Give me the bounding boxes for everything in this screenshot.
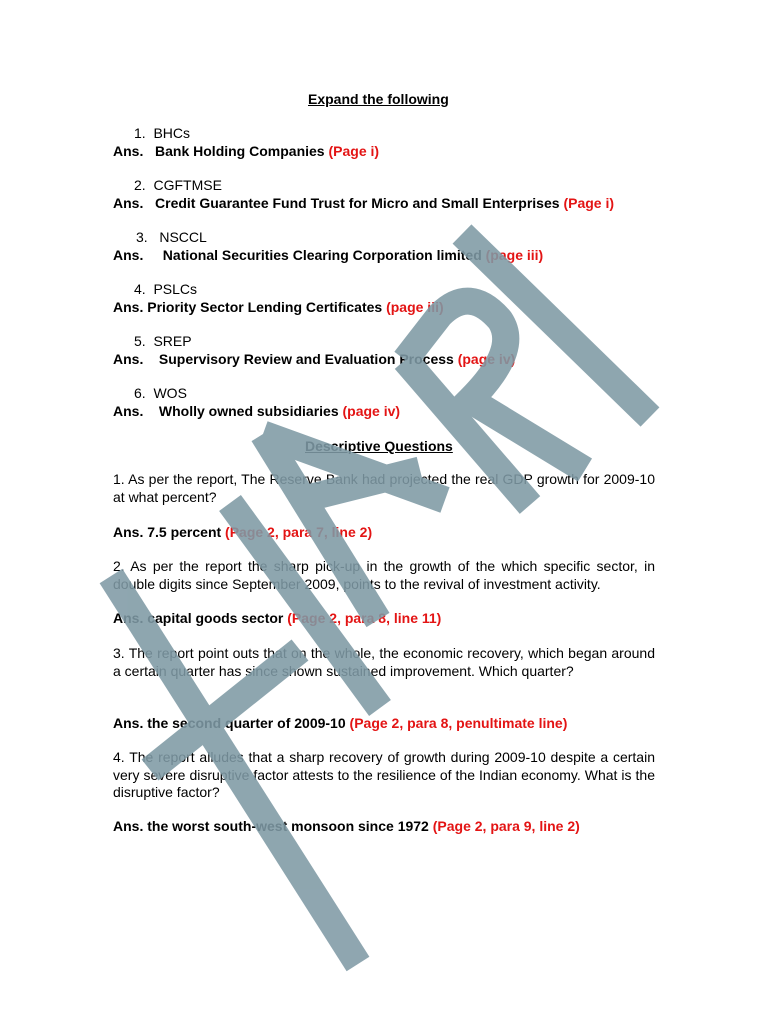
item-term: BHCs	[153, 125, 191, 141]
item-number: 5.	[134, 333, 146, 349]
item-number: 2.	[134, 177, 146, 193]
answer-text: Ans. the worst south-west monsoon since 1972	[113, 818, 429, 834]
question-2: 2. As per the report the sharp pick-up in the growth of the which specific sector, in double digits since September 2009, points to the revival of investment activity.	[113, 558, 655, 592]
question-1: 1. As per the report, The Reserve Bank had projected the real GDP growth for 2009-10 at what percent?	[113, 471, 655, 505]
page-reference: (Page 2, para 7, line 2)	[225, 524, 373, 540]
page-reference: (Page 2, para 8, penultimate line)	[349, 715, 568, 731]
answer-text: Credit Guarantee Fund Trust for Micro and Small Enterprises	[155, 195, 560, 211]
item-number: 1.	[134, 125, 146, 141]
page-reference: (page iii)	[386, 299, 444, 315]
item-term: NSCCL	[159, 229, 207, 245]
ans-label: Ans.	[113, 195, 144, 211]
page-reference: (page iv)	[342, 403, 401, 419]
item-term: SREP	[153, 333, 192, 349]
ans-label: Ans.	[113, 403, 144, 419]
page-reference: (page iv)	[457, 351, 516, 367]
answer-text: Ans. the second quarter of 2009-10	[113, 715, 346, 731]
answer-text: Supervisory Review and Evaluation Process	[158, 351, 454, 367]
page-reference: (page iii)	[485, 247, 544, 263]
page-reference: (Page i)	[328, 143, 380, 159]
descriptive-heading: Descriptive Questions	[305, 438, 453, 454]
expand-heading: Expand the following	[308, 91, 449, 107]
ans-label: Ans.	[113, 299, 144, 315]
item-term: CGFTMSE	[153, 177, 222, 193]
ans-label: Ans.	[113, 351, 144, 367]
item-number: 3.	[136, 229, 148, 245]
answer-text: National Securities Clearing Corporation limited	[162, 247, 482, 263]
question-3: 3. The report point outs that on the whole, the economic recovery, which began around a certain quarter has since shown sustained improvement. Which quarter?	[113, 645, 655, 679]
answer-text: Bank Holding Companies	[155, 143, 325, 159]
item-number: 6.	[134, 385, 146, 401]
ans-label: Ans.	[113, 247, 144, 263]
page-reference: (Page 2, para 8, line 11)	[287, 610, 442, 626]
item-term: WOS	[153, 385, 187, 401]
answer-text: Priority Sector Lending Certificates	[147, 299, 383, 315]
item-term: PSLCs	[153, 281, 198, 297]
item-number: 4.	[134, 281, 146, 297]
page-reference: (Page 2, para 9, line 2)	[432, 818, 580, 834]
answer-text: Wholly owned subsidiaries	[158, 403, 339, 419]
question-4: 4. The report alludes that a sharp recovery of growth during 2009-10 despite a certain very severe disruptive factor attests to the resilience of the Indian economy. What is the disruptive factor?	[113, 749, 655, 800]
page-reference: (Page i)	[563, 195, 615, 211]
answer-text: Ans. capital goods sector	[113, 610, 284, 626]
answer-text: Ans. 7.5 percent	[113, 524, 222, 540]
ans-label: Ans.	[113, 143, 144, 159]
